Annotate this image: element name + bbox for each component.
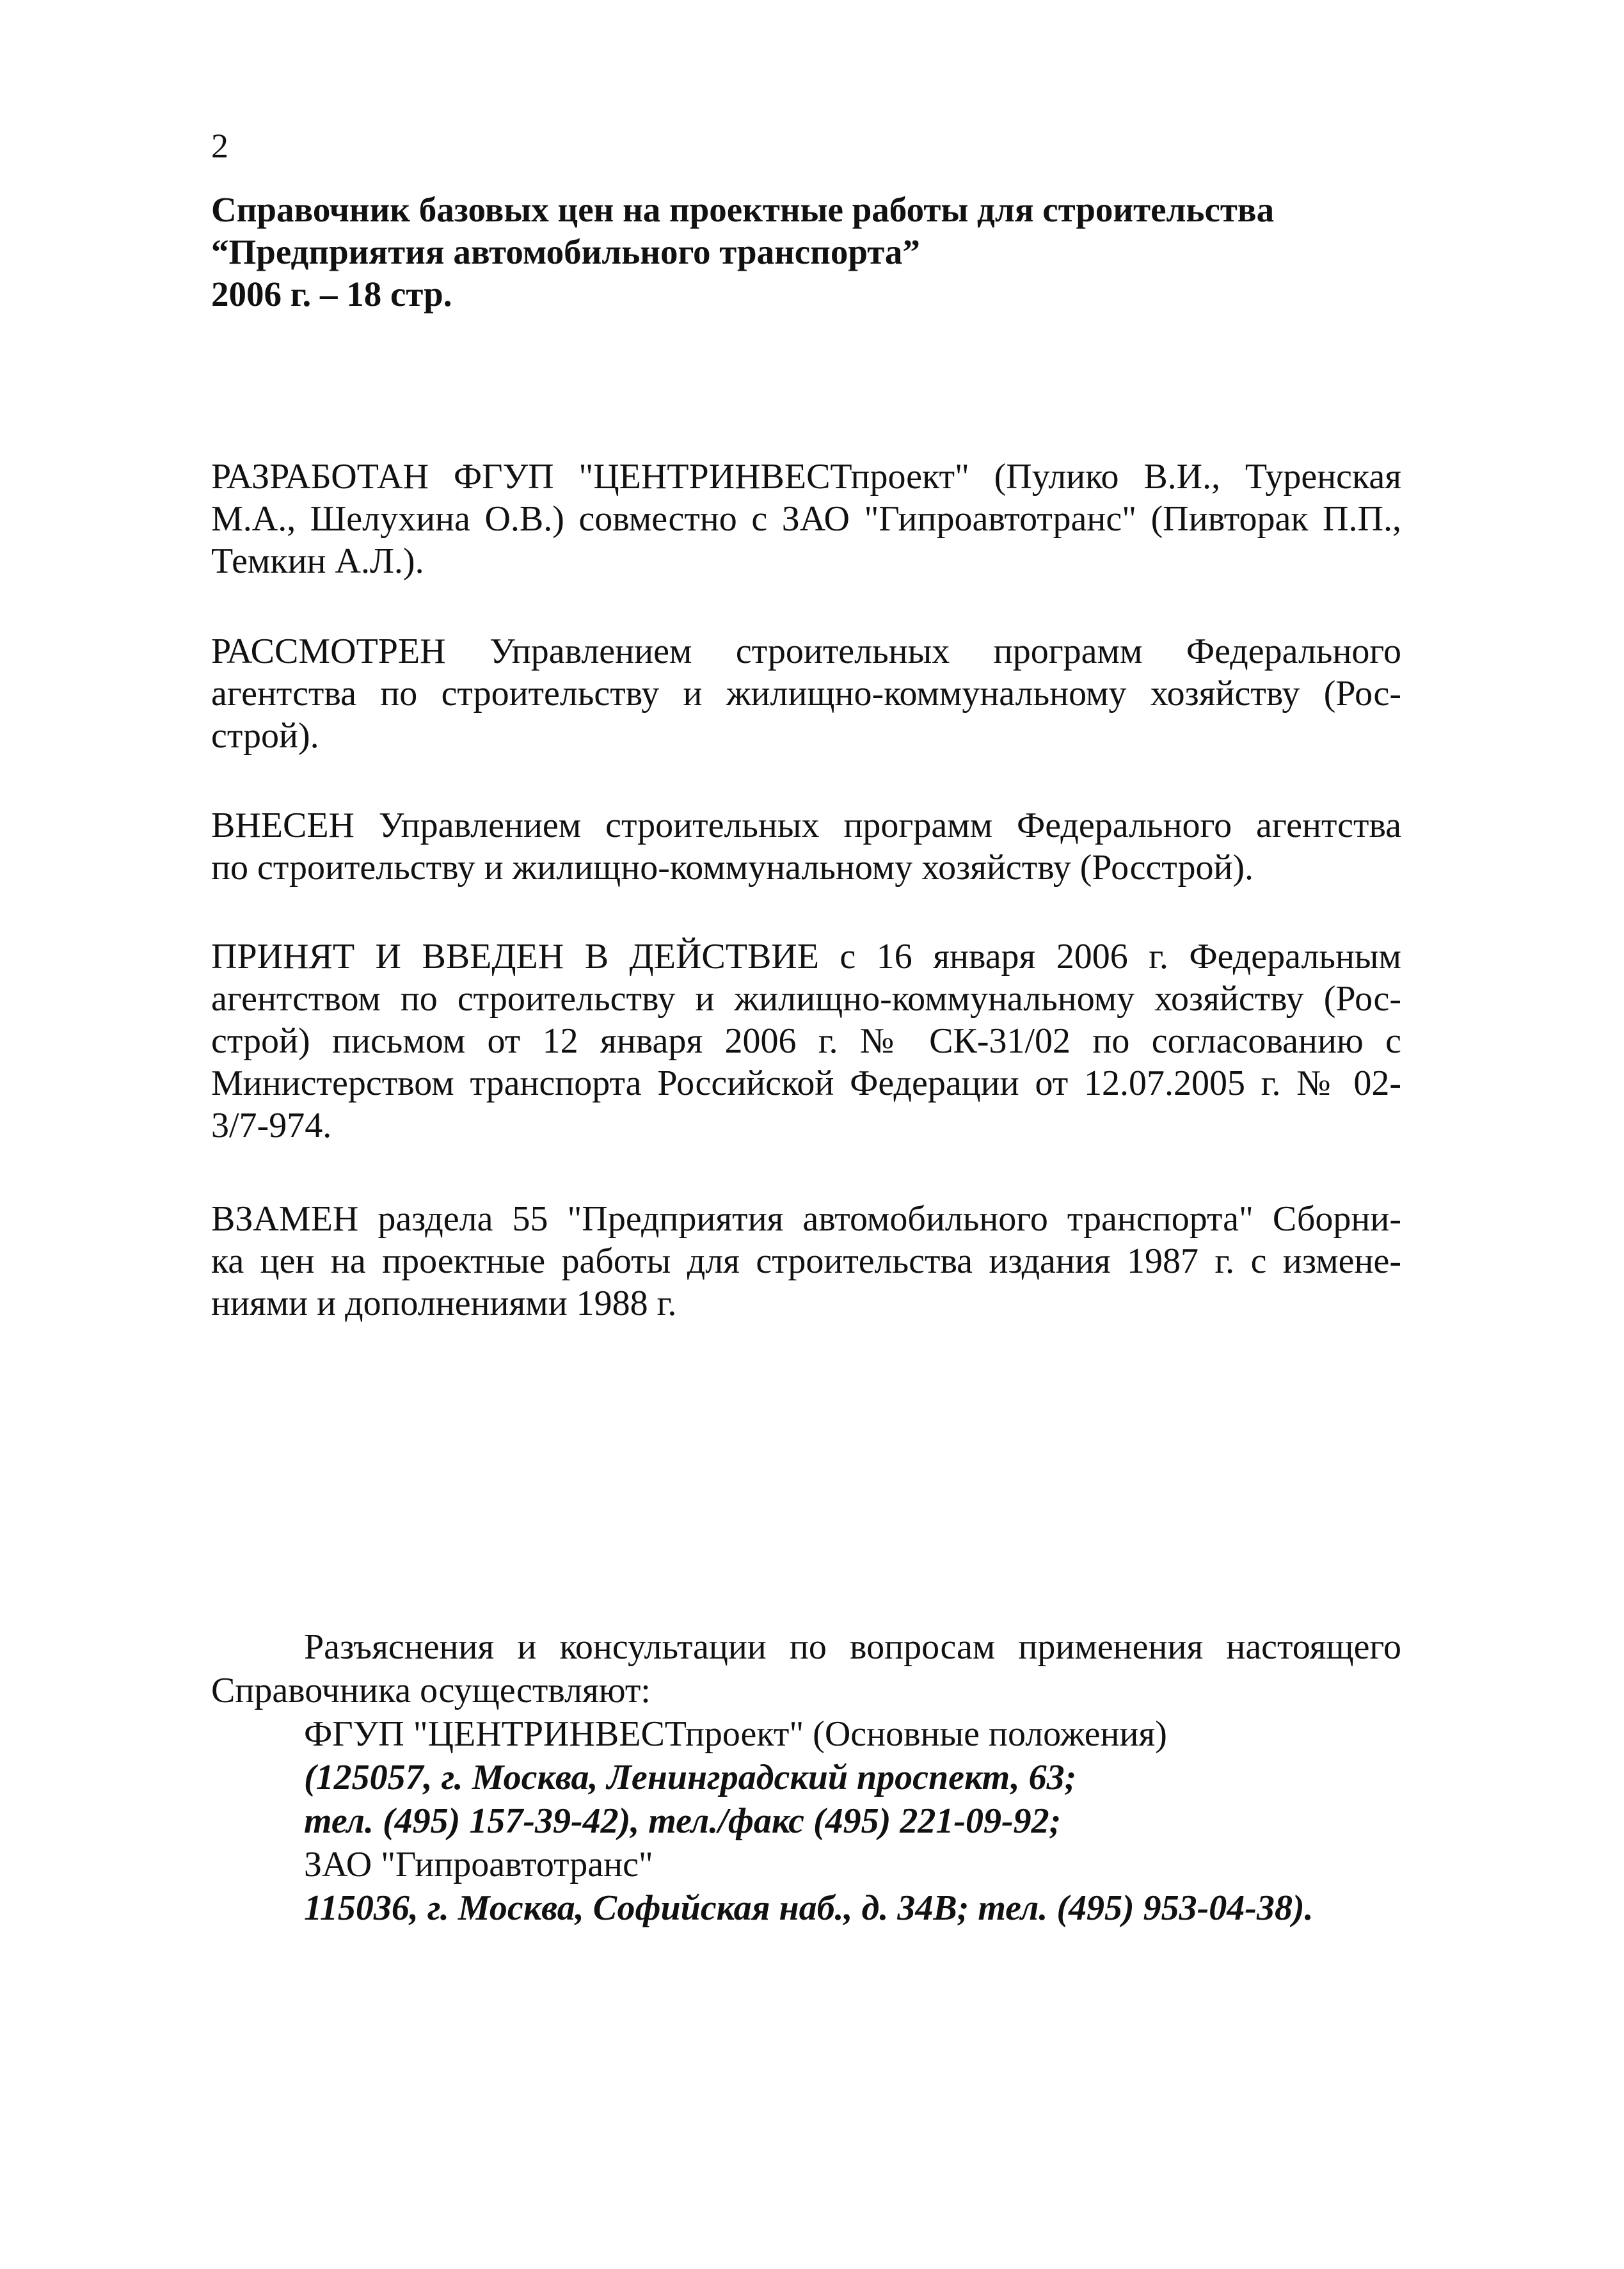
vnesen-line-2: по строительству и жилищно-коммунальному хозяйству (Росстрой). xyxy=(211,848,1254,888)
razrabotan-line-3: Темкин А.Л.). xyxy=(211,541,424,581)
paragraph-vnesen xyxy=(211,804,1401,889)
contact-org1-address: (125057, г. Москва, Ленинградский проспект, 63; xyxy=(304,1758,1077,1797)
contact-org2-address: 115036, г. Москва, Софийская наб., д. 34В; тел. (495) 953-04-38). xyxy=(304,1888,1314,1928)
vnesen-line-1: ВНЕСЕН Управлением строительных программ Федерального агентства xyxy=(211,806,1401,845)
contact-org2-name: ЗАО "Гипроавтотранс" xyxy=(304,1845,653,1884)
contact-block xyxy=(211,1625,1401,1930)
document-title xyxy=(211,189,1427,315)
prinyat-line-1: ПРИНЯТ И ВВЕДЕН В ДЕЙСТВИЕ с 16 января 2006 г. Федеральным xyxy=(211,937,1401,976)
vzamen-line-1: ВЗАМЕН раздела 55 "Предприятия автомобильного транспорта" Сборни- xyxy=(211,1199,1401,1239)
contact-org1-name: ФГУП "ЦЕНТРИНВЕСТпроект" (Основные положения) xyxy=(304,1714,1167,1754)
page-number: 2 xyxy=(211,127,228,165)
vzamen-line-3: ниями и дополнениями 1988 г. xyxy=(211,1284,677,1323)
rassmotren-line-3: строй). xyxy=(211,716,319,756)
contact-org1-phones: тел. (495) 157-39-42), тел./факс (495) 221-09-92; xyxy=(304,1801,1062,1841)
paragraph-rassmotren xyxy=(211,630,1401,757)
title-line-2: “Предприятия автомобильного транспорта” xyxy=(211,232,920,271)
prinyat-line-4: Министерством транспорта Российской Федерации от 12.07.2005 г. № 02- xyxy=(211,1063,1401,1103)
title-line-3: 2006 г. – 18 стр. xyxy=(211,275,452,314)
rassmotren-line-1: РАССМОТРЕН Управлением строительных программ Федерального xyxy=(211,632,1401,671)
rassmotren-line-2: агентства по строительству и жилищно-коммунальному хозяйству (Рос- xyxy=(211,674,1401,713)
razrabotan-line-2: М.А., Шелухина О.В.) совместно с ЗАО "Гипроавтотранс" (Пивторак П.П., xyxy=(211,499,1401,539)
paragraph-vzamen xyxy=(211,1198,1401,1325)
contact-intro-line-1: Разъяснения и консультации по вопросам применения настоящего xyxy=(304,1627,1401,1667)
prinyat-line-5: 3/7-974. xyxy=(211,1106,332,1145)
paragraph-prinyat xyxy=(211,935,1401,1147)
razrabotan-line-1: РАЗРАБОТАН ФГУП "ЦЕНТРИНВЕСТпроект" (Пулико В.И., Туренская xyxy=(211,457,1401,497)
prinyat-line-3: строй) письмом от 12 января 2006 г. № СК-31/02 по согласованию с xyxy=(211,1021,1401,1061)
paragraph-razrabotan xyxy=(211,456,1401,582)
title-line-1: Справочник базовых цен на проектные работы для строительства xyxy=(211,190,1275,229)
vzamen-line-2: ка цен на проектные работы для строительства издания 1987 г. с измене- xyxy=(211,1241,1401,1281)
prinyat-line-2: агентством по строительству и жилищно-коммунальному хозяйству (Рос- xyxy=(211,979,1401,1019)
contact-intro-line-2: Справочника осуществляют: xyxy=(211,1671,651,1710)
